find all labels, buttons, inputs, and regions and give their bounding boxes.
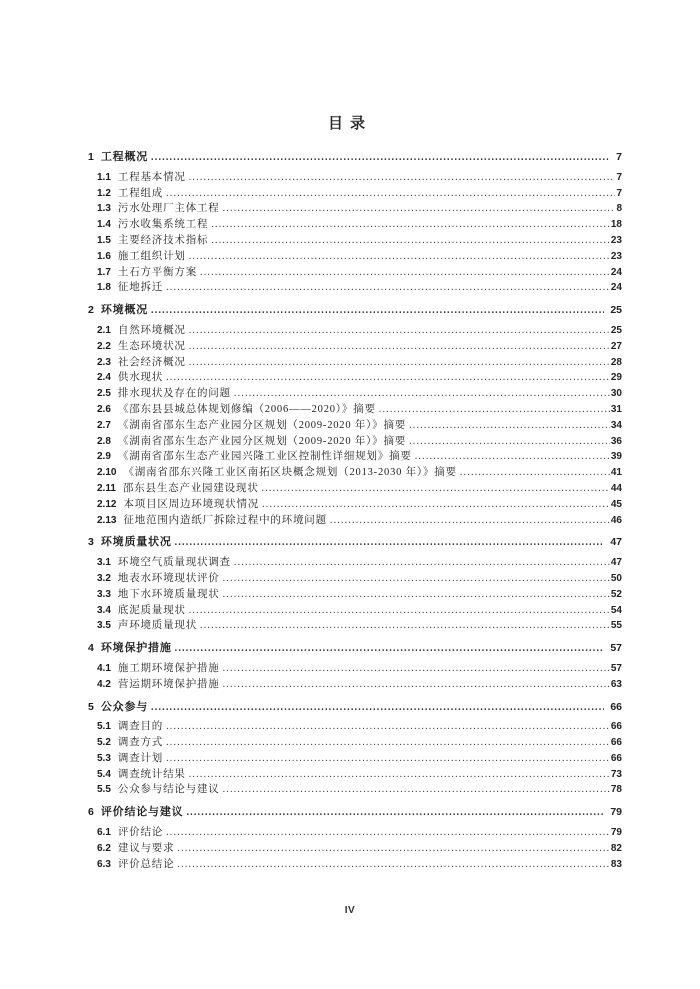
- toc-entry-title: 排水现状及存在的问题: [117, 388, 231, 400]
- toc-entry-number: 5.3: [97, 752, 111, 764]
- toc-leader-dots: [211, 217, 610, 230]
- toc-entry-page-number: 44: [610, 482, 622, 494]
- toc-leader-dots: [262, 481, 610, 494]
- toc-leader-dots: [189, 323, 610, 336]
- toc-entry-page-number: 52: [610, 588, 622, 600]
- toc-entry-number: 1.5: [97, 234, 111, 246]
- toc-leader-dots: [177, 841, 609, 854]
- toc-leader-dots: [189, 170, 616, 183]
- toc-entry-number: 6.2: [97, 842, 111, 854]
- toc-entry-title: 评价总结论: [117, 858, 175, 870]
- toc-entry[interactable]: [88, 186, 622, 202]
- toc-leader-dots: [189, 603, 610, 616]
- toc-entry-number: 2.1: [97, 324, 111, 336]
- toc-entry[interactable]: [88, 339, 622, 355]
- toc-leader-dots: [166, 751, 610, 764]
- toc-entry-number: 4.1: [97, 662, 111, 674]
- toc-entry-page-number: 57: [610, 662, 622, 674]
- toc-leader-dots: [151, 150, 610, 163]
- toc-entry[interactable]: [88, 677, 622, 693]
- toc-entry-title: 地下水环境质量现状: [117, 588, 220, 600]
- toc-leader-dots: [186, 805, 604, 818]
- toc-leader-dots: [175, 535, 605, 548]
- toc-entry-title: 评价结论: [117, 827, 164, 839]
- toc-entry-title: 土石方平衡方案: [117, 266, 198, 278]
- toc-entry-page-number: 30: [610, 388, 622, 400]
- toc-entry[interactable]: [88, 434, 622, 450]
- toc-entry-page-number: 7: [616, 171, 622, 183]
- toc-entry-title: 调查目的: [117, 721, 164, 733]
- toc-entry-page-number: 79: [610, 806, 622, 819]
- toc-entry-title: 社会经济概况: [117, 356, 186, 368]
- toc-entry-number: 2.13: [97, 514, 117, 526]
- toc-entry-title: 《邵东县县城总体规划修编（2006——2020）》摘要: [117, 403, 376, 415]
- toc-entry[interactable]: [88, 700, 622, 716]
- page-number-footer: IV: [344, 905, 356, 916]
- toc-entry-title: 邵东县生态产业园建设现状: [122, 482, 259, 494]
- toc-entry[interactable]: [88, 555, 622, 571]
- toc-entry[interactable]: [88, 170, 622, 186]
- toc-entry[interactable]: [88, 841, 622, 857]
- toc-entry-page-number: 54: [610, 604, 622, 616]
- toc-entry-number: 6.3: [97, 858, 111, 870]
- toc-entry[interactable]: [88, 603, 622, 619]
- toc-leader-dots: [166, 825, 610, 838]
- toc-entry-page-number: 50: [610, 572, 622, 584]
- toc-entry-page-number: 28: [610, 356, 622, 368]
- toc-entry[interactable]: [88, 857, 622, 873]
- toc-entry[interactable]: [88, 825, 622, 841]
- toc-entry[interactable]: [88, 217, 622, 233]
- toc-entry[interactable]: [88, 618, 622, 634]
- toc-entry[interactable]: [88, 280, 622, 296]
- toc-entry-title: 征地范围内造纸厂拆除过程中的环境问题: [123, 514, 327, 526]
- toc-entry[interactable]: [88, 481, 622, 497]
- toc-entry[interactable]: [88, 751, 622, 767]
- toc-entry[interactable]: [88, 249, 622, 265]
- toc-entry-number: 5.2: [97, 737, 111, 749]
- toc-leader-dots: [166, 186, 615, 199]
- toc-leader-dots: [460, 465, 610, 478]
- toc-entry[interactable]: [88, 497, 622, 513]
- toc-entry-number: 1: [88, 151, 94, 163]
- toc-entry-number: 4: [88, 642, 94, 655]
- toc-leader-dots: [200, 618, 610, 631]
- toc-entry[interactable]: [88, 370, 622, 386]
- toc-leader-dots: [177, 857, 609, 870]
- toc-leader-dots: [223, 201, 616, 214]
- toc-entry-title: 评价结论与建议: [100, 806, 184, 819]
- toc-leader-dots: [223, 677, 610, 690]
- toc-entry[interactable]: [88, 767, 622, 783]
- toc-entry[interactable]: [88, 535, 622, 551]
- toc-entry-number: 3.2: [97, 572, 111, 584]
- toc-entry-number: 1.1: [97, 171, 111, 183]
- toc-entry-page-number: 27: [610, 340, 622, 352]
- toc-entry-title: 调查计划: [117, 752, 164, 764]
- toc-entry-title: 环境质量状况: [100, 536, 172, 549]
- toc-entry-number: 3.3: [97, 588, 111, 600]
- toc-entry-page-number: 29: [610, 372, 622, 384]
- toc-entry-title: 环境保护措施: [100, 642, 172, 655]
- toc-entry-title: 调查方式: [117, 737, 164, 749]
- toc-leader-dots: [223, 571, 610, 584]
- toc-entry-number: 1.8: [97, 282, 111, 294]
- toc-entry-title: 征地拆迁: [117, 282, 164, 294]
- toc-entry[interactable]: [88, 402, 622, 418]
- toc-entry[interactable]: [88, 355, 622, 371]
- toc-entry-page-number: 18: [610, 219, 622, 231]
- toc-entry-title: 《湖南省邵东生态产业园分区规划（2009-2020 年）》摘要: [117, 419, 407, 431]
- toc-entry[interactable]: [88, 641, 622, 657]
- toc-entry[interactable]: [88, 571, 622, 587]
- toc-leader-dots: [151, 303, 604, 316]
- toc-leader-dots: [223, 587, 610, 600]
- toc-leader-dots: [415, 449, 610, 462]
- toc-entry-number: 5.4: [97, 768, 111, 780]
- toc-entry-page-number: 7: [616, 187, 622, 199]
- toc-leader-dots: [409, 418, 610, 431]
- toc-entry-title: 环境概况: [100, 304, 149, 317]
- toc-entry[interactable]: [88, 513, 622, 529]
- toc-entry-page-number: 79: [610, 827, 622, 839]
- toc-leader-dots: [189, 767, 610, 780]
- toc-entry-number: 3: [88, 536, 94, 549]
- toc-leader-dots: [409, 434, 610, 447]
- toc-entry-number: 1.6: [97, 250, 111, 262]
- page-title: 目录: [327, 116, 372, 132]
- toc-entry-number: 2.12: [97, 498, 117, 510]
- toc-entry-page-number: 83: [610, 858, 622, 870]
- toc-entry-number: 1.2: [97, 187, 111, 199]
- toc-entry[interactable]: [88, 661, 622, 677]
- toc-leader-dots: [234, 386, 610, 399]
- toc-entry[interactable]: [88, 782, 622, 798]
- toc-entry-page-number: 66: [610, 700, 622, 713]
- toc-entry-number: 2.6: [97, 403, 111, 415]
- toc-entry-number: 2.3: [97, 356, 111, 368]
- toc-leader-dots: [223, 782, 610, 795]
- toc-entry-page-number: 63: [610, 678, 622, 690]
- toc-entry-number: 5: [88, 700, 94, 713]
- toc-entry-number: 3.4: [97, 604, 111, 616]
- toc-entry[interactable]: [88, 323, 622, 339]
- toc-entry-title: 自然环境概况: [117, 324, 186, 336]
- toc-entry-title: 《湖南省邵东兴隆工业区南拓区块概念规划（2013-2030 年）》摘要: [123, 467, 457, 479]
- toc-entry-title: 污水收集系统工程: [117, 219, 209, 231]
- toc-entry-number: 2.9: [97, 451, 111, 463]
- toc-entry-number: 5.1: [97, 721, 111, 733]
- toc-entry[interactable]: [88, 735, 622, 751]
- toc-leader-dots: [189, 249, 610, 262]
- toc-leader-dots: [379, 402, 610, 415]
- toc-entry-page-number: 46: [610, 514, 622, 526]
- toc-entry[interactable]: [88, 233, 622, 249]
- toc-entry[interactable]: [88, 449, 622, 465]
- toc-entry-title: 《湖南省邵东生态产业园分区规划（2009-2020 年）》摘要: [117, 435, 407, 447]
- toc-entry-number: 2.2: [97, 340, 111, 352]
- toc-entry-number: 2.8: [97, 435, 111, 447]
- toc-entry-title: 公众参与: [100, 700, 149, 713]
- toc-entry-page-number: 36: [610, 435, 622, 447]
- toc-entry-page-number: 23: [610, 250, 622, 262]
- toc-entry-title: 本项目区周边环境现状情况: [123, 498, 260, 510]
- toc-entry-page-number: 45: [610, 498, 622, 510]
- toc-leader-dots: [166, 370, 610, 383]
- toc-entry-page-number: 24: [610, 266, 622, 278]
- toc-entry-page-number: 82: [610, 842, 622, 854]
- toc-entry-title: 生态环境状况: [117, 340, 186, 352]
- toc-entry-page-number: 41: [610, 467, 622, 479]
- toc-entry-title: 声环境质量现状: [117, 620, 198, 632]
- toc-entry-title: 供水现状: [117, 372, 164, 384]
- toc-entry-page-number: 78: [610, 784, 622, 796]
- toc-leader-dots: [189, 339, 610, 352]
- toc-leader-dots: [330, 513, 610, 526]
- toc-entry-number: 3.5: [97, 620, 111, 632]
- toc-entry-number: 5.5: [97, 784, 111, 796]
- toc-entry[interactable]: [88, 201, 622, 217]
- toc-entry-title: 底泥质量现状: [117, 604, 186, 616]
- toc-leader-dots: [189, 355, 610, 368]
- toc-leader-dots: [234, 555, 610, 568]
- toc-leader-dots: [166, 735, 610, 748]
- toc-entry[interactable]: [88, 587, 622, 603]
- toc-entry-title: 建议与要求: [117, 842, 175, 854]
- toc-entry-number: 2.4: [97, 372, 111, 384]
- toc-leader-dots: [223, 661, 610, 674]
- toc-entry-page-number: 47: [610, 557, 622, 569]
- toc-leader-dots: [166, 719, 610, 732]
- toc-entry-title: 公众参与结论与建议: [117, 784, 220, 796]
- toc-entry-number: 2.5: [97, 388, 111, 400]
- toc-entry-page-number: 55: [610, 620, 622, 632]
- toc-entry[interactable]: [88, 719, 622, 735]
- toc-entry-page-number: 39: [610, 451, 622, 463]
- toc-entry-page-number: 7: [616, 151, 622, 163]
- toc-entry[interactable]: [88, 265, 622, 281]
- toc-entry-number: 2.7: [97, 419, 111, 431]
- toc-entry-title: 施工组织计划: [117, 250, 186, 262]
- toc-entry[interactable]: [88, 418, 622, 434]
- toc-entry-title: 污水处理厂主体工程: [117, 203, 220, 215]
- toc-entry-page-number: 66: [610, 752, 622, 764]
- toc-entry-number: 1.4: [97, 219, 111, 231]
- toc-leader-dots: [200, 265, 610, 278]
- toc-entry[interactable]: [88, 150, 622, 166]
- toc-entry-number: 1.7: [97, 266, 111, 278]
- toc-entry[interactable]: [88, 386, 622, 402]
- toc-entry-title: 营运期环境保护措施: [117, 678, 220, 690]
- toc-entry-page-number: 66: [610, 737, 622, 749]
- toc-entry-title: 工程概况: [100, 151, 149, 163]
- toc-entry-page-number: 34: [610, 419, 622, 431]
- toc-entry-title: 工程组成: [117, 187, 164, 199]
- toc-entry-number: 2.11: [97, 482, 116, 494]
- toc-entry-number: 6.1: [97, 827, 111, 839]
- toc-entry-number: 2: [88, 304, 94, 317]
- toc-leader-dots: [166, 280, 610, 293]
- toc-entry-number: 1.3: [97, 203, 111, 215]
- toc-entry-page-number: 25: [610, 324, 622, 336]
- toc-entry-number: 4.2: [97, 678, 111, 690]
- toc-entry-page-number: 66: [610, 721, 622, 733]
- toc-entry-number: 3.1: [97, 557, 111, 569]
- toc-entry-page-number: 31: [610, 403, 622, 415]
- toc-entry-title: 工程基本情况: [117, 171, 186, 183]
- toc-entry-page-number: 57: [610, 642, 622, 655]
- toc-entry-page-number: 47: [610, 536, 622, 549]
- toc-entry-number: 6: [88, 806, 94, 819]
- toc-list: [88, 143, 622, 872]
- toc-entry-page-number: 24: [610, 282, 622, 294]
- toc-entry-page-number: 8: [616, 203, 622, 215]
- toc-entry-page-number: 23: [610, 234, 622, 246]
- toc-entry[interactable]: [88, 303, 622, 319]
- toc-leader-dots: [262, 497, 610, 510]
- toc-entry-page-number: 73: [610, 768, 622, 780]
- toc-leader-dots: [151, 700, 604, 713]
- toc-leader-dots: [211, 233, 610, 246]
- toc-entry-title: 主要经济技术指标: [117, 234, 209, 246]
- toc-entry-title: 调查统计结果: [117, 768, 186, 780]
- toc-entry-title: 《湖南省邵东生态产业园兴隆工业区控制性详细规划》摘要: [117, 451, 412, 463]
- toc-entry[interactable]: [88, 465, 622, 481]
- toc-entry-page-number: 25: [610, 304, 622, 317]
- toc-leader-dots: [175, 641, 605, 654]
- toc-entry-title: 环境空气质量现状调查: [117, 557, 231, 569]
- toc-entry[interactable]: [88, 805, 622, 821]
- toc-entry-title: 地表水环境现状评价: [117, 572, 220, 584]
- toc-entry-number: 2.10: [97, 467, 117, 479]
- toc-entry-title: 施工期环境保护措施: [117, 662, 220, 674]
